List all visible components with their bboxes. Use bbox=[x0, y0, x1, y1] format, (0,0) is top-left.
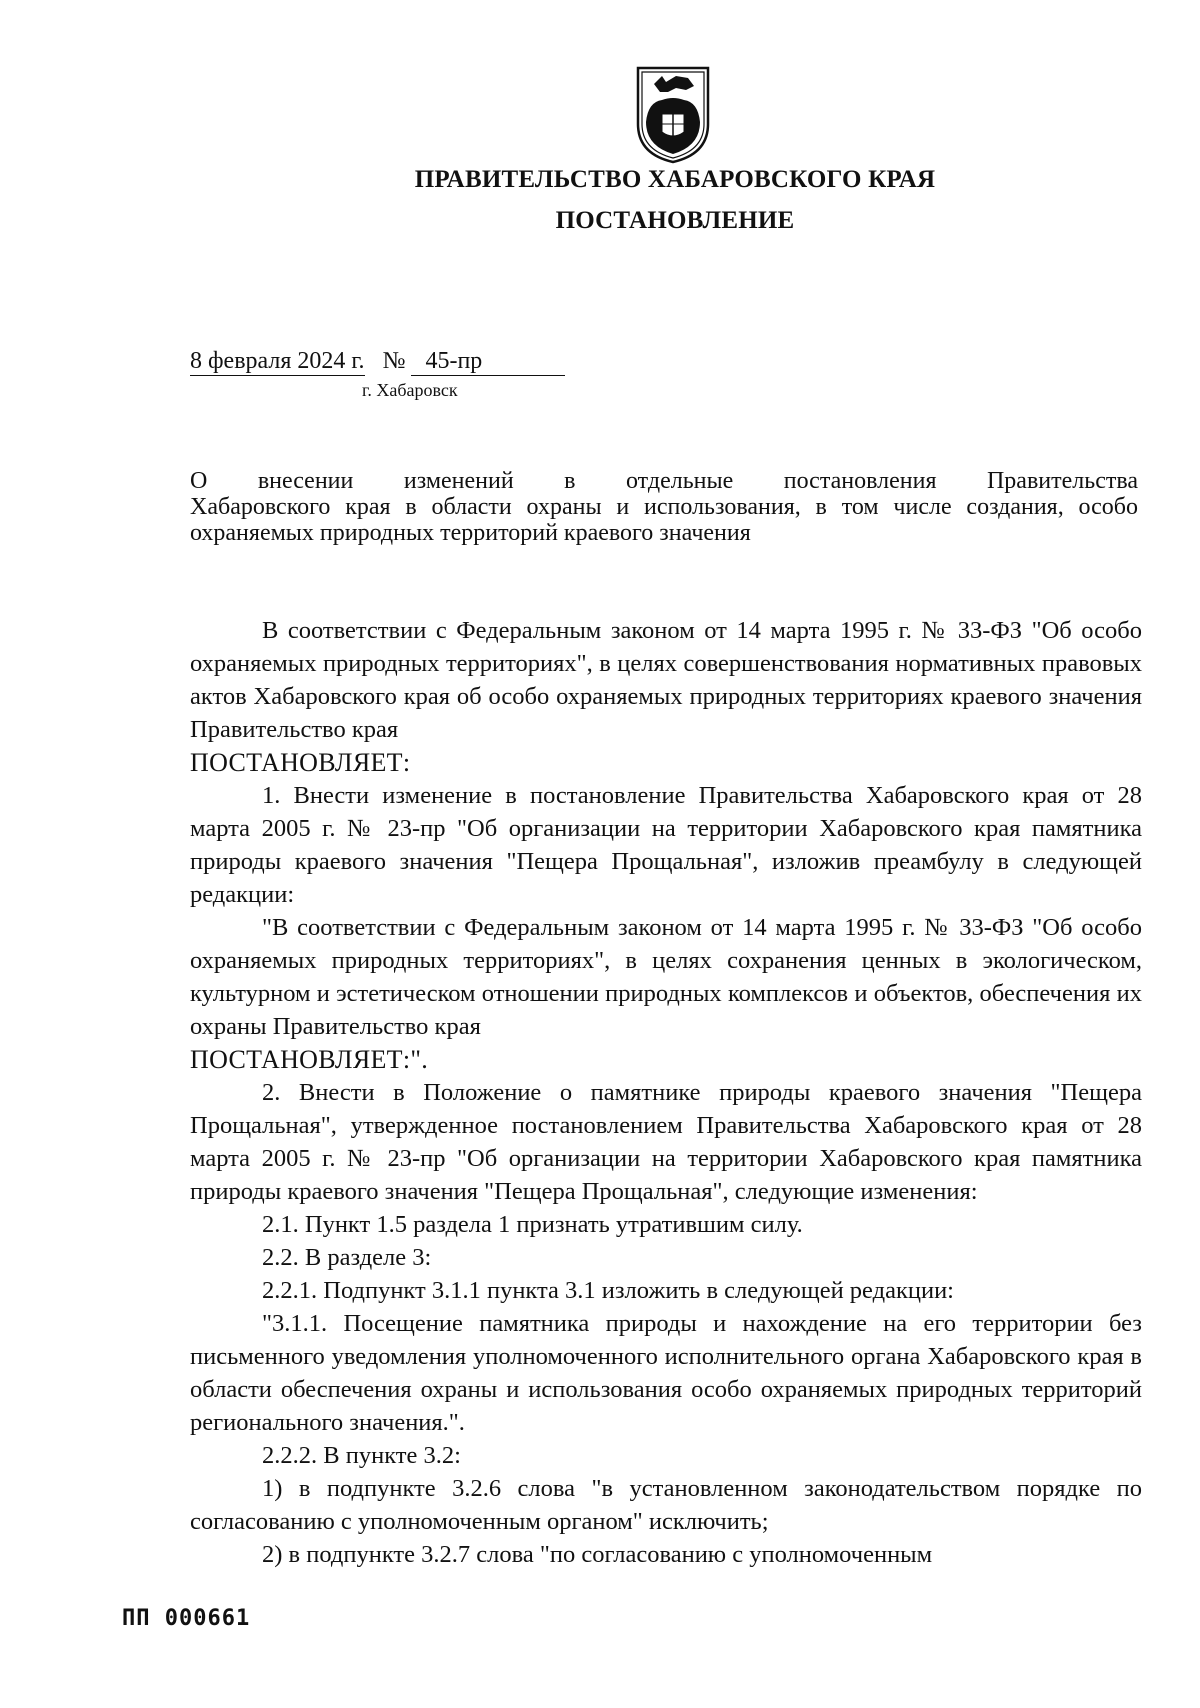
paragraph-item-2: 2. Внести в Положение о памятнике природы краевого значения "Пещера Прощальная", утвержденное постановлением Правительства Хабаровского края от 28 марта 2005 г. № 23-пр "Об организации на территории Хабаровского края памятника природы краевого значения "Пещера Прощальная", следующие изменения: bbox=[190, 1079, 1142, 1205]
paragraph-item-2-2-1: 2.2.1. Подпункт 3.1.1 пункта 3.1 изложить в следующей редакции: bbox=[262, 1277, 954, 1304]
form-serial-number: ПП 000661 bbox=[122, 1606, 251, 1631]
paragraph-item-2-2-2: 2.2.2. В пункте 3.2: bbox=[262, 1442, 461, 1469]
decree-word: ПОСТАНОВЛЯЕТ: bbox=[190, 748, 411, 777]
paragraph-item-1: 1. Внести изменение в постановление Правительства Хабаровского края от 28 марта 2005 г. № 23-пр "Об организации на территории Хабаровского края памятника природы краевого значения "Пещера Прощальная", изложив преамбулу в следующей редакции: bbox=[190, 782, 1142, 908]
paragraph-item-2-2: 2.2. В разделе 3: bbox=[262, 1244, 432, 1271]
organization-heading: ПРАВИТЕЛЬСТВО ХАБАРОВСКОГО КРАЯ bbox=[414, 166, 936, 193]
date-number-line bbox=[190, 348, 565, 376]
number-sign: № bbox=[382, 348, 406, 374]
document-type-heading: ПОСТАНОВЛЕНИЕ bbox=[555, 207, 795, 234]
document-number: 45-пр bbox=[411, 348, 565, 376]
paragraph-preamble: В соответствии с Федеральным законом от 14 марта 1995 г. № 33-ФЗ "Об особо охраняемых природных территориях", в целях совершенствования нормативных правовых актов Хабаровского края об особо охраняемых природных территориях краевого значения Правительство края bbox=[190, 617, 1142, 743]
document-date: 8 февраля 2024 г. bbox=[190, 348, 365, 374]
paragraph-item-2-1: 2.1. Пункт 1.5 раздела 1 признать утратившим силу. bbox=[262, 1211, 803, 1238]
paragraph-subitem-1: 1) в подпункте 3.2.6 слова "в установленном законодательством порядке по согласованию с уполномоченным органом" исключить; bbox=[190, 1475, 1142, 1535]
decree-word-quoted: ПОСТАНОВЛЯЕТ:". bbox=[190, 1045, 429, 1074]
city-label: г. Хабаровск bbox=[362, 380, 458, 400]
paragraph-item-3-1-1: "3.1.1. Посещение памятника природы и нахождение на его территории без письменного уведомления уполномоченного исполнительного органа Хабаровского края в области обеспечения охраны и использования особо охраняемых природных территорий регионального значения.". bbox=[190, 1310, 1142, 1436]
paragraph-subitem-2: 2) в подпункте 3.2.7 слова "по согласованию с уполномоченным bbox=[262, 1541, 933, 1568]
title-line-1: О внесении изменений в отдельные постановления Правительства bbox=[190, 468, 1138, 494]
document-title bbox=[190, 468, 1138, 546]
title-rest: Хабаровского края в области охраны и использования, в том числе создания, особо охраняемых природных территорий краевого значения bbox=[190, 494, 1138, 546]
document-body bbox=[190, 614, 1142, 1571]
paragraph-new-preamble: "В соответствии с Федеральным законом от 14 марта 1995 г. № 33-ФЗ "Об особо охраняемых природных территориях", в целях сохранения ценных в экологическом, культурном и эстетическом отношении природных комплексов и объектов, обеспечения их охраны Правительство края bbox=[190, 914, 1142, 1040]
khabarovsk-krai-coat-of-arms-icon bbox=[632, 62, 714, 166]
